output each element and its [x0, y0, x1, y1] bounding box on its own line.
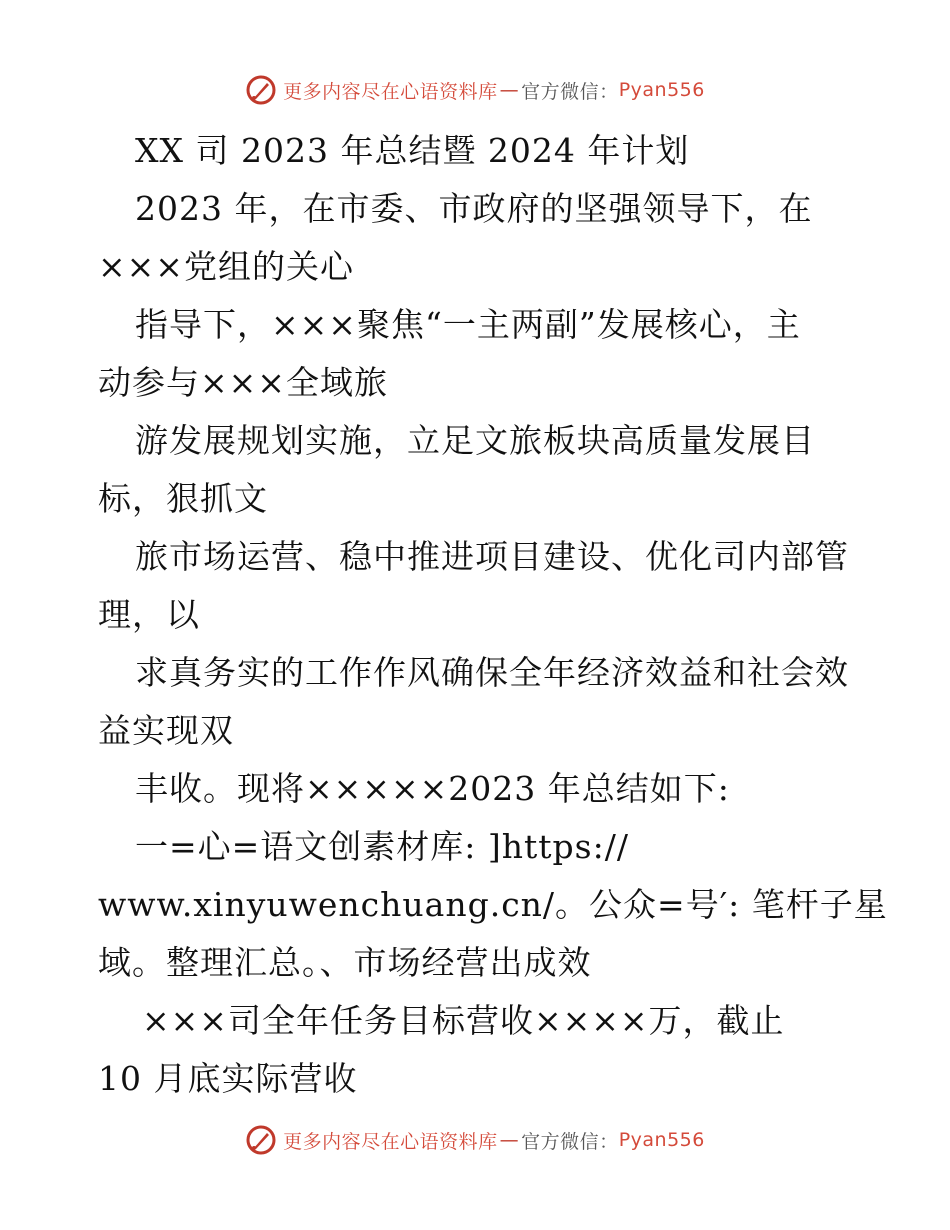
- paragraph-line: ×××司全年任务目标营收××××万，截止: [142, 1001, 785, 1040]
- paragraph-line: 游发展规划实施，立足文旅板块高质量发展目: [135, 421, 815, 460]
- watermark-contact-id: Pyan556: [618, 79, 705, 101]
- watermark-dash: —: [499, 1129, 520, 1151]
- paragraph-line: 一=心=语文创素材库: ]https://: [135, 827, 629, 866]
- paragraph-line: 2023 年，在市委、市政府的坚强领导下，在: [135, 189, 813, 228]
- watermark-contact-label: 官方微信：: [521, 80, 619, 103]
- watermark-brand: 更多内容尽在心语资料库: [283, 1130, 498, 1153]
- paragraph-line: 益实现双: [98, 711, 234, 750]
- document-title: XX 司 2023 年总结暨 2024 年计划: [135, 131, 690, 170]
- quill-logo-icon: [245, 74, 277, 106]
- watermark-contact-label: 官方微信：: [521, 1130, 619, 1153]
- watermark-brand: 更多内容尽在心语资料库: [283, 80, 498, 103]
- quill-logo-icon: [245, 1124, 277, 1156]
- paragraph-line: 理，以: [98, 595, 200, 634]
- paragraph-line: 动参与×××全域旅: [98, 363, 388, 402]
- paragraph-line: www.xinyuwenchuang.cn/。公众=号′: 笔杆子星: [98, 885, 888, 924]
- paragraph-line: 域。整理汇总。、市场经营出成效: [98, 943, 592, 982]
- paragraph-line: 标，狠抓文: [98, 479, 268, 518]
- watermark-contact-id: Pyan556: [618, 1129, 705, 1151]
- paragraph-line: 指导下，×××聚焦“一主两副”发展核心，主: [135, 305, 801, 344]
- paragraph-line: ×××党组的关心: [98, 247, 354, 286]
- document-body: [98, 122, 888, 1108]
- watermark-dash: —: [499, 79, 520, 101]
- paragraph-line: 求真务实的工作作风确保全年经济效益和社会效: [135, 653, 849, 692]
- paragraph-line: 旅市场运营、稳中推进项目建设、优化司内部管: [135, 537, 849, 576]
- header-watermark: [0, 70, 950, 110]
- paragraph-line: 10 月底实际营收: [98, 1059, 358, 1098]
- footer-watermark: [0, 1120, 950, 1160]
- paragraph-line: 丰收。现将×××××2023 年总结如下:: [135, 769, 730, 808]
